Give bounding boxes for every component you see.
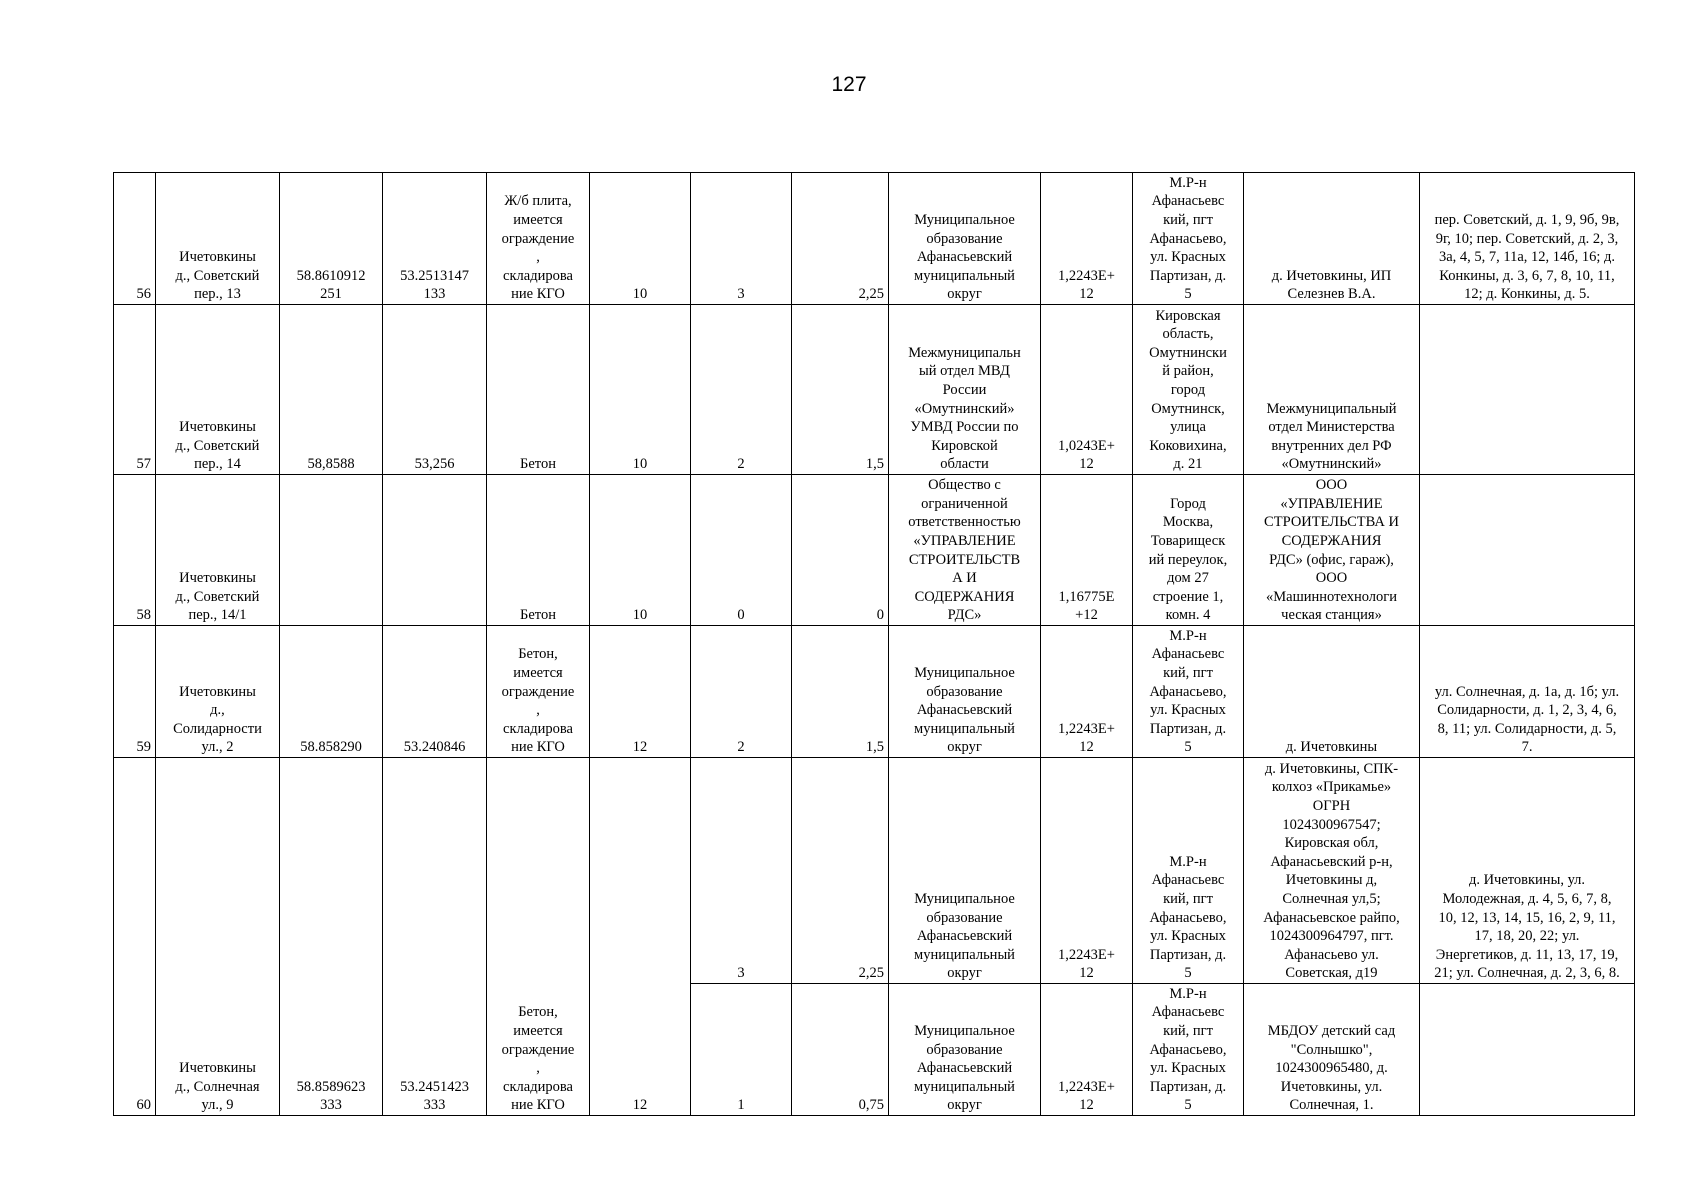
table-row: [114, 305, 1635, 475]
longitude: 53.2513147 133: [383, 173, 487, 305]
container-count: 1: [691, 984, 792, 1116]
row-number: 59: [114, 626, 156, 758]
container-count: 3: [691, 758, 792, 984]
waste-sources: Межмуниципальный отдел Министерства внутренних дел РФ «Омутнинский»: [1244, 305, 1420, 475]
owner-address: М.Р-н Афанасьевс кий, пгт Афанасьево, ул. Красных Партизан, д. 5: [1133, 758, 1244, 984]
container-volume: 1,5: [792, 626, 889, 758]
latitude: [280, 475, 383, 626]
table-row: [114, 475, 1635, 626]
owner-address: М.Р-н Афанасьевс кий, пгт Афанасьево, ул. Красных Партизан, д. 5: [1133, 173, 1244, 305]
owner-address: М.Р-н Афанасьевс кий, пгт Афанасьево, ул. Красных Партизан, д. 5: [1133, 984, 1244, 1116]
owner-ogrn: 1,2243E+ 12: [1041, 173, 1133, 305]
site-capacity: 12: [590, 758, 691, 1116]
owner-ogrn: 1,2243E+ 12: [1041, 758, 1133, 984]
latitude: 58.8589623 333: [280, 758, 383, 1116]
waste-sources: д. Ичетовкины: [1244, 626, 1420, 758]
owner-address: М.Р-н Афанасьевс кий, пгт Афанасьево, ул. Красных Партизан, д. 5: [1133, 626, 1244, 758]
owner-ogrn: 1,0243E+ 12: [1041, 305, 1133, 475]
container-count: 0: [691, 475, 792, 626]
surface-type: Бетон, имеется ограждение , складирова ние КГО: [487, 758, 590, 1116]
owner-name: Муниципальное образование Афанасьевский муниципальный округ: [889, 758, 1041, 984]
waste-sources: МБДОУ детский сад "Солнышко", 1024300965480, д. Ичетовкины, ул. Солнечная, 1.: [1244, 984, 1420, 1116]
waste-sources: д. Ичетовкины, СПК- колхоз «Прикамье» ОГРН 1024300967547; Кировская обл, Афанасьевский р-н, Ичетовкины д, Солнечная ул,5; Афанасьевское райпо, 1024300964797, пгт. Афанасьево ул. Советская, д19: [1244, 758, 1420, 984]
container-count: 3: [691, 173, 792, 305]
longitude: 53.2451423 333: [383, 758, 487, 1116]
owner-name: Общество с ограниченной ответственностью «УПРАВЛЕНИЕ СТРОИТЕЛЬСТВ А И СОДЕРЖАНИЯ РДС»: [889, 475, 1041, 626]
row-number: 60: [114, 758, 156, 1116]
waste-sources: ООО «УПРАВЛЕНИЕ СТРОИТЕЛЬСТВА И СОДЕРЖАНИЯ РДС» (офис, гараж), ООО «Машиннотехнологи ческая станция»: [1244, 475, 1420, 626]
container-volume: 0,75: [792, 984, 889, 1116]
surface-type: Бетон: [487, 305, 590, 475]
owner-ogrn: 1,2243E+ 12: [1041, 984, 1133, 1116]
served-addresses: пер. Советский, д. 1, 9, 9б, 9в, 9г, 10; пер. Советский, д. 2, 3, 3а, 4, 5, 7, 11а, 12, 14б, 16; д. Конкины, д. 3, 6, 7, 8, 10, 11, 12; д. Конкины, д. 5.: [1420, 173, 1635, 305]
site-capacity: 10: [590, 173, 691, 305]
owner-address: Кировская область, Омутнински й район, город Омутнинск, улица Коковихина, д. 21: [1133, 305, 1244, 475]
site-capacity: 10: [590, 305, 691, 475]
surface-type: Ж/б плита, имеется ограждение , складирова ние КГО: [487, 173, 590, 305]
site-capacity: 10: [590, 475, 691, 626]
latitude: 58.858290: [280, 626, 383, 758]
container-count: 2: [691, 305, 792, 475]
latitude: 58.8610912 251: [280, 173, 383, 305]
latitude: 58,8588: [280, 305, 383, 475]
site-capacity: 12: [590, 626, 691, 758]
table-row: [114, 758, 1635, 984]
owner-name: Межмуниципальн ый отдел МВД России «Омутнинский» УМВД России по Кировской области: [889, 305, 1041, 475]
container-count: 2: [691, 626, 792, 758]
table-row: [114, 626, 1635, 758]
container-volume: 0: [792, 475, 889, 626]
page-number: 127: [831, 73, 867, 96]
row-number: 57: [114, 305, 156, 475]
row-number: 56: [114, 173, 156, 305]
owner-name: Муниципальное образование Афанасьевский муниципальный округ: [889, 984, 1041, 1116]
container-sites-table: [113, 172, 1635, 1116]
container-volume: 2,25: [792, 758, 889, 984]
site-address: Ичетовкины д., Солнечная ул., 9: [156, 758, 280, 1116]
waste-sources: д. Ичетовкины, ИП Селезнев В.А.: [1244, 173, 1420, 305]
surface-type: Бетон, имеется ограждение , складирова ние КГО: [487, 626, 590, 758]
site-address: Ичетовкины д., Советский пер., 14/1: [156, 475, 280, 626]
served-addresses: [1420, 305, 1635, 475]
longitude: 53,256: [383, 305, 487, 475]
site-address: Ичетовкины д., Советский пер., 13: [156, 173, 280, 305]
owner-ogrn: 1,2243E+ 12: [1041, 626, 1133, 758]
site-address: Ичетовкины д., Советский пер., 14: [156, 305, 280, 475]
served-addresses: ул. Солнечная, д. 1а, д. 1б; ул. Солидарности, д. 1, 2, 3, 4, 6, 8, 11; ул. Солидарности, д. 5, 7.: [1420, 626, 1635, 758]
surface-type: Бетон: [487, 475, 590, 626]
container-volume: 1,5: [792, 305, 889, 475]
owner-name: Муниципальное образование Афанасьевский муниципальный округ: [889, 626, 1041, 758]
served-addresses-empty: [1420, 984, 1635, 1116]
row-number: 58: [114, 475, 156, 626]
container-volume: 2,25: [792, 173, 889, 305]
longitude: 53.240846: [383, 626, 487, 758]
served-addresses: [1420, 475, 1635, 626]
table-row: [114, 173, 1635, 305]
served-addresses: д. Ичетовкины, ул. Молодежная, д. 4, 5, 6, 7, 8, 10, 12, 13, 14, 15, 16, 2, 9, 11, 17, 18, 20, 22; ул. Энергетиков, д. 11, 13, 17, 19, 21; ул. Солнечная, д. 2, 3, 6, 8.: [1420, 758, 1635, 984]
owner-ogrn: 1,16775E +12: [1041, 475, 1133, 626]
owner-name: Муниципальное образование Афанасьевский муниципальный округ: [889, 173, 1041, 305]
longitude: [383, 475, 487, 626]
owner-address: Город Москва, Товарищеск ий переулок, дом 27 строение 1, комн. 4: [1133, 475, 1244, 626]
site-address: Ичетовкины д., Солидарности ул., 2: [156, 626, 280, 758]
